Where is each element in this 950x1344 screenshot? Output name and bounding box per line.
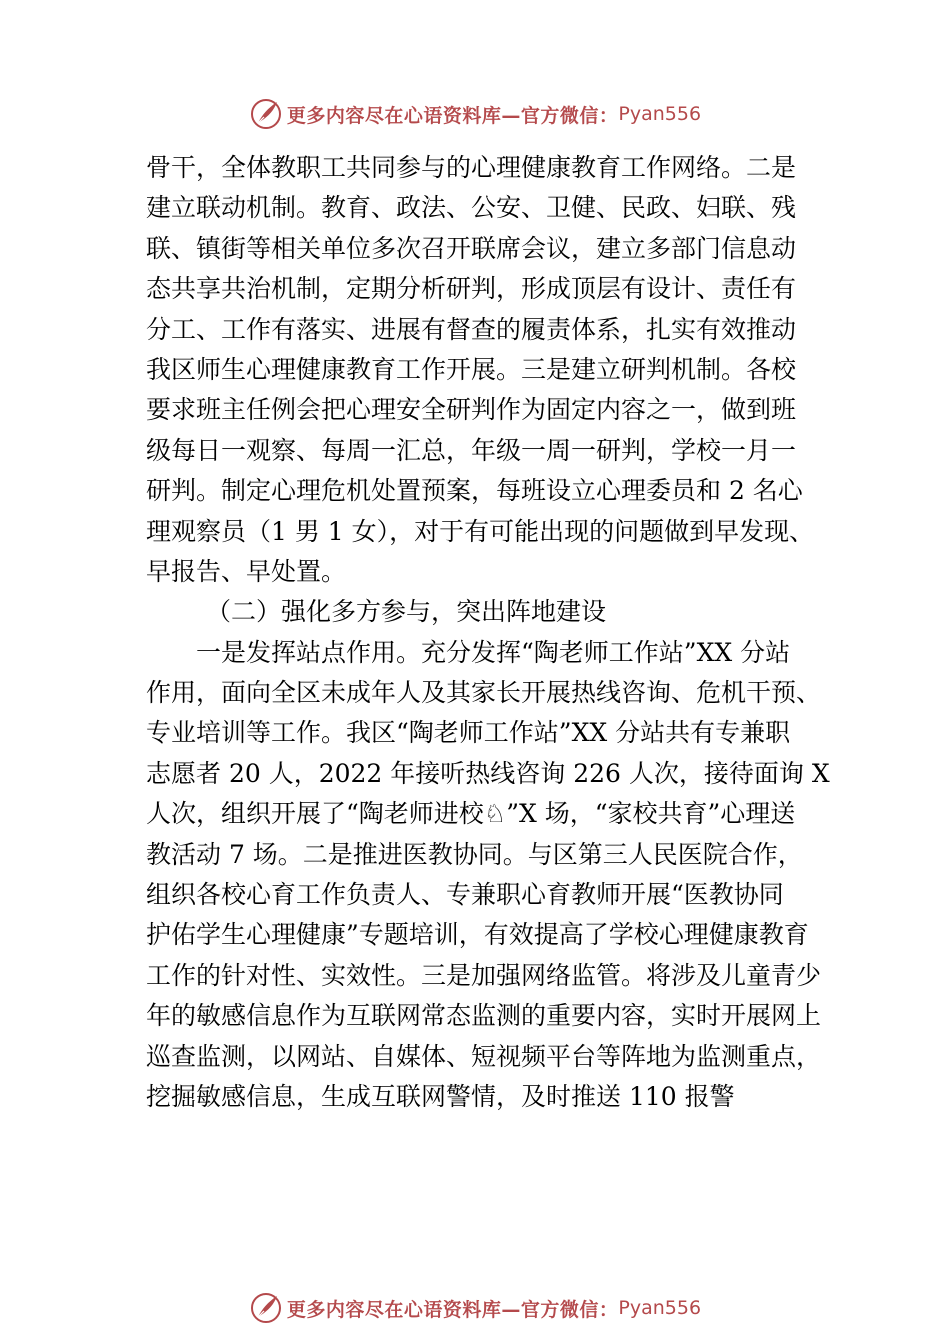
paragraph-line: 理观察员（1 男 1 女），对于有可能出现的问题做到早发现、 — [146, 516, 815, 546]
header-watermark — [0, 94, 950, 134]
paragraph-line: 专业培训等工作。我区“陶老师工作站”XX 分站共有专兼职 — [146, 718, 791, 748]
quill-pen-icon — [249, 97, 283, 131]
paragraph-line: 志愿者 20 人，2022 年接听热线咨询 226 人次，接待面询 X — [146, 758, 830, 788]
paragraph-line: 组织各校心育工作负责人、专兼职心育教师开展“医教协同 — [146, 880, 784, 910]
watermark-text: 更多内容尽在心语资料库—官方微信： — [286, 104, 619, 127]
paragraph-line: 一是发挥站点作用。充分发挥“陶老师工作站”XX 分站 — [196, 637, 791, 667]
document-body — [146, 148, 830, 1117]
paragraph-line: 分工、工作有落实、进展有督查的履责体系，扎实有效推动 — [146, 314, 797, 344]
paragraph-line: 挖掘敏感信息，生成互联网警情，及时推送 110 报警 — [146, 1081, 735, 1111]
paragraph-line: 护佑学生心理健康”专题培训，有效提高了学校心理健康教育 — [146, 920, 809, 950]
footer-watermark — [0, 1288, 950, 1328]
paragraph-line: 我区师生心理健康教育工作开展。三是建立研判机制。各校 — [146, 354, 797, 384]
paragraph-line: 年的敏感信息作为互联网常态监测的重要内容，实时开展网上 — [146, 1001, 822, 1031]
paragraph-line: 巡查监测，以网站、自媒体、短视频平台等阵地为监测重点， — [146, 1041, 822, 1071]
paragraph-line: 工作的针对性、实效性。三是加强网络监管。将涉及儿童青少 — [146, 960, 822, 990]
paragraph-line: 骨干，全体教职工共同参与的心理健康教育工作网络。二是 — [146, 153, 797, 182]
paragraph-line: 态共享共治机制，定期分析研判，形成顶层有设计、责任有 — [146, 274, 797, 304]
watermark-account: Pyan556 — [618, 1297, 702, 1319]
paragraph-line: 作用，面向全区未成年人及其家长开展热线咨询、危机干预、 — [146, 678, 822, 708]
paragraph-line: 人次，组织开展了“陶老师进校♘”X 场，“家校共育”心理送 — [146, 799, 796, 829]
paragraph-line: 联、镇街等相关单位多次召开联席会议，建立多部门信息动 — [146, 233, 797, 263]
section-heading: （二）强化多方参与，突出阵地建设 — [206, 597, 607, 627]
quill-pen-icon — [249, 1291, 283, 1325]
paragraph-line: 要求班主任例会把心理安全研判作为固定内容之一，做到班 — [146, 395, 797, 425]
watermark-text: 更多内容尽在心语资料库—官方微信： — [286, 1298, 619, 1321]
paragraph-line: 教活动 7 场。二是推进医教协同。与区第三人民医院合作， — [146, 839, 803, 869]
paragraph-line: 研判。制定心理危机处置预案，每班设立心理委员和 2 名心 — [146, 476, 803, 506]
watermark-account: Pyan556 — [618, 103, 702, 125]
paragraph-line: 早报告、早处置。 — [146, 556, 347, 586]
paragraph-line: 级每日一观察、每周一汇总，年级一周一研判，学校一月一 — [146, 435, 797, 465]
paragraph-line: 建立联动机制。教育、政法、公安、卫健、民政、妇联、残 — [146, 193, 797, 223]
